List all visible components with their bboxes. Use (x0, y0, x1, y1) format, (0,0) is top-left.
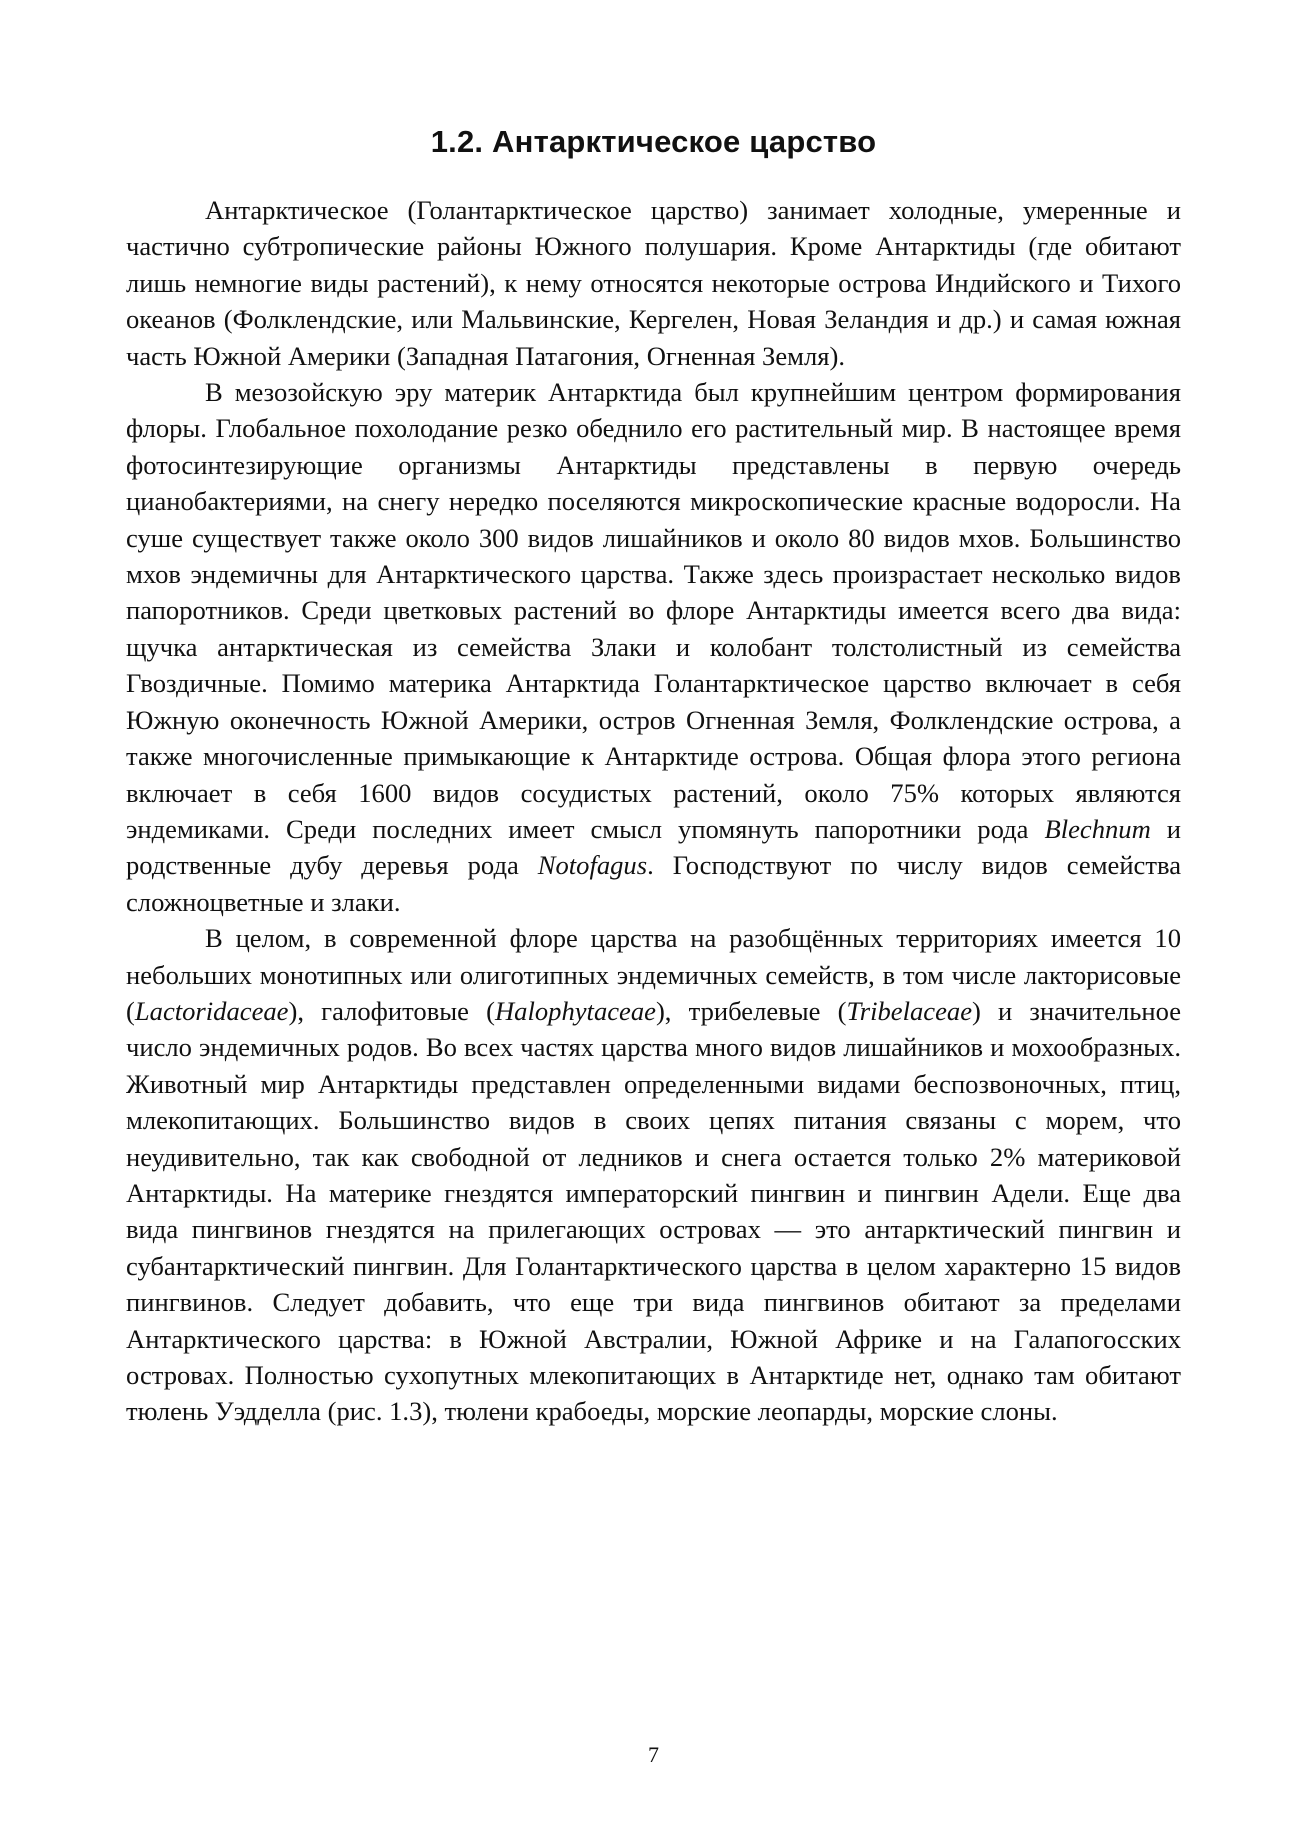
paragraph (126, 374, 1181, 920)
family-name-italic: Halophytaceae (494, 995, 656, 1026)
text-segment: . Господствуют по числу видов семейства сложноцветные и злаки. (126, 850, 1181, 917)
text-segment: В целом, в современной флоре царства на разобщённых территориях имеется 10 небольших монотипных или олиготипных эндемичных семейств, в том числе лакторисовые ( (126, 923, 1181, 1026)
page-number: 7 (648, 1742, 659, 1767)
genus-name-italic: Notofagus (537, 850, 648, 881)
genus-name-italic: Blechnum (1044, 813, 1151, 844)
text-segment: ) и значительное число эндемичных родов. Во всех частях царства много видов лишайников и мохообразных. Животный мир Антарктиды представлен определенными видами беспозвоночных, птиц, млекопитающих. Большинство видов в своих цепях питания связаны с морем, что неудивительно, так как свободной от ледников и снега остается только 2% материковой Антарктиды. На материке гнездятся императорский пингвин и пингвин Адели. Еще два вида пингвинов гнездятся на прилегающих островах — это антарктический пингвин и субантарктический пингвин. Для Голантарктического царства в целом характерно 15 видов пингвинов. Следует добавить, что еще три вида пингвинов обитают за пределами Антарктического царства: в Южной Австралии, Южной Африке и на Галапогосских островах. Полностью сухопутных млекопитающих в Антарктиде нет, однако там обитают тюлень Уэдделла (рис. 1.3), тюлени крабоеды, морские леопарды, морские слоны. (126, 995, 1182, 1427)
paragraph (126, 920, 1181, 1430)
family-name-italic: Lactoridaceae (134, 995, 289, 1026)
text-segment: ), галофитовые ( (288, 995, 495, 1026)
text-segment: ), трибелевые ( (655, 995, 847, 1026)
body-text (126, 192, 1181, 1430)
section-heading: 1.2. Антарктическое царство (430, 124, 877, 159)
family-name-italic: Tribelaceae (846, 995, 972, 1026)
text-segment: Антарктическое (Голантарктическое царство) занимает холодные, умеренные и частично субтропические районы Южного полушария. Кроме Антарктиды (где обитают лишь немногие виды растений), к нему относятся некоторые острова Индийского и Тихого океанов (Фолклендские, или Мальвинские, Кергелен, Новая Зеландия и др.) и самая южная часть Южной Америки (Западная Патагония, Огненная Земля). (126, 195, 1181, 371)
text-segment: В мезозойскую эру материк Антарктида был крупнейшим центром формирования флоры. Глобальное похолодание резко обеднило его растительный мир. В настоящее время фотосинтезирующие организмы Антарктиды представлены в первую очередь цианобактериями, на снегу нередко поселяются микроскопические красные водоросли. На суше существует также около 300 видов лишайников и около 80 видов мхов. Большинство мхов эндемичны для Антарктического царства. Также здесь произрастает несколько видов папоротников. Среди цветковых растений во флоре Антарктиды имеется всего два вида: щучка антарктическая из семейства Злаки и колобант толстолистный из семейства Гвоздичные. Помимо материка Антарктида Голантарктическое царство включает в себя Южную оконечность Южной Америки, остров Огненная Земля, Фолклендские острова, а также многочисленные примыкающие к Антарктиде острова. Общая флора этого региона включает в себя 1600 видов сосудистых растений, около 75% которых являются эндемиками. Среди последних имеет смысл упомянуть папоротники рода (126, 377, 1181, 844)
text-segment: и родственные дубу деревья рода (126, 813, 1181, 881)
paragraph (126, 192, 1181, 374)
